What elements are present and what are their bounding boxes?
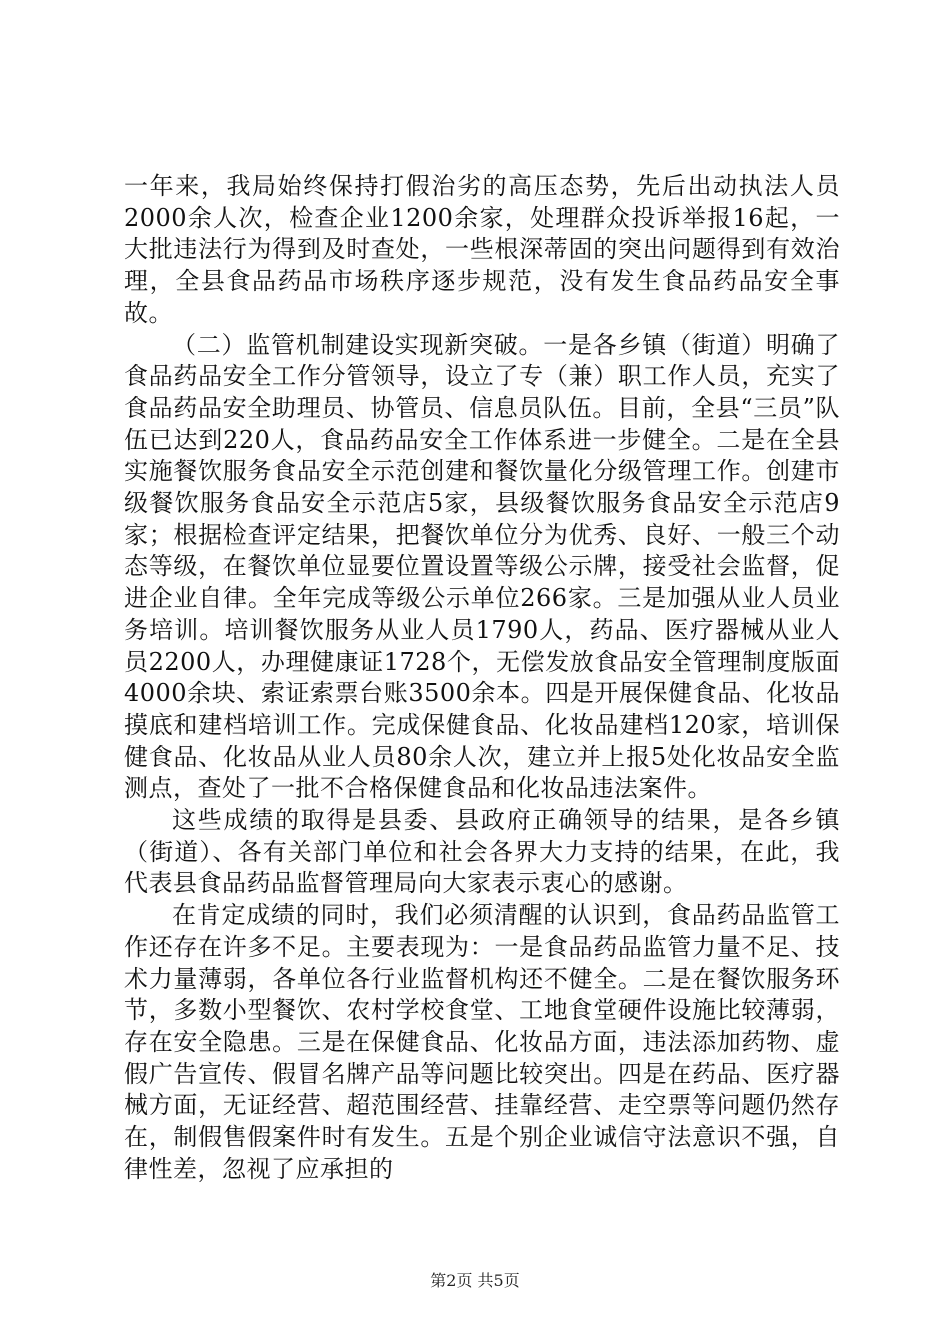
paragraph-acknowledgement: 这些成绩的取得是县委、县政府正确领导的结果，是各乡镇（街道）、各有关部门单位和社会各界大力支持的结果，在此，我代表县食品药品监督管理局向大家表示衷心的感谢。: [124, 806, 840, 898]
paragraph-supervision-mechanism: （二）监管机制建设实现新突破。一是各乡镇（街道）明确了食品药品安全工作分管领导，设立了专（兼）职工作人员，充实了食品药品安全助理员、协管员、信息员队伍。目前，全县“三员”队伍已达到220人，食品药品安全工作体系进一步健全。二是在全县实施餐饮服务食品安全示范创建和餐饮量化分级管理工作。创建市级餐饮服务食品安全示范店5家，县级餐饮服务食品安全示范店9家；根据检查评定结果，把餐饮单位分为优秀、良好、一般三个动态等级，在餐饮单位显要位置设置等级公示牌，接受社会监督，促进企业自律。全年完成等级公示单位266家。三是加强从业人员业务培训。培训餐饮服务从业人员1790人，药品、医疗器械从业人员2200人，办理健康证1728个，无偿发放食品安全管理制度版面4000余块、索证索票台账3500余本。四是开展保健食品、化妆品摸底和建档培训工作。完成保健食品、化妆品建档120家，培训保健食品、化妆品从业人员80余人次，建立并上报5处化妆品安全监测点，查处了一批不合格保健食品和化妆品违法案件。: [124, 330, 840, 803]
paragraph-shortcomings: 在肯定成绩的同时，我们必须清醒的认识到，食品药品监管工作还存在许多不足。主要表现为：一是食品药品监管力量不足、技术力量薄弱，各单位各行业监督机构还不健全。二是在餐饮服务环节，多数小型餐饮、农村学校食堂、工地食堂硬件设施比较薄弱，存在安全隐患。三是在保健食品、化妆品方面，违法添加药物、虚假广告宣传、假冒名牌产品等问题比较突出。四是在药品、医疗器械方面，无证经营、超范围经营、挂靠经营、走空票等问题仍然存在，制假售假案件时有发生。五是个别企业诚信守法意识不强，自律性差，忽视了应承担的: [124, 901, 840, 1183]
paragraph-continued: 一年来，我局始终保持打假治劣的高压态势，先后出动执法人员2000余人次，检查企业1200余家，处理群众投诉举报16起，一大批违法行为得到及时查处，一些根深蒂固的突出问题得到有效治理，全县食品药品市场秩序逐步规范，没有发生食品药品安全事故。: [124, 172, 840, 327]
document-body: [124, 171, 840, 1186]
page-footer: 第2页 共5页: [430, 1271, 520, 1290]
